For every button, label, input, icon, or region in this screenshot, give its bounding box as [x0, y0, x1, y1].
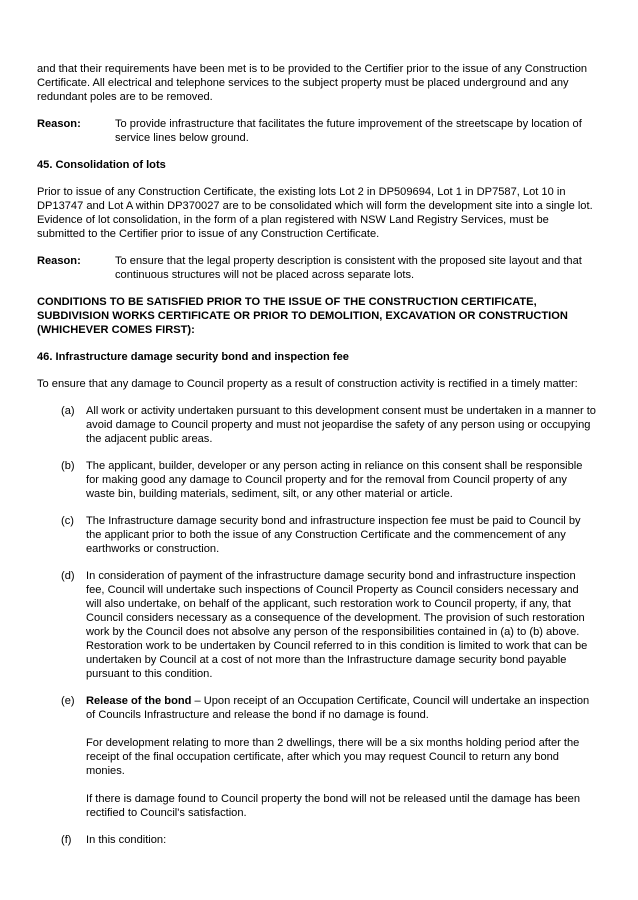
list-marker: (a) [61, 405, 75, 417]
list-item-text: The Infrastructure damage security bond and infrastructure inspection fee must be paid to Council by the applicant prior to both the issue of any Construction Certificate and the commencement of any earthworks or construction. [86, 515, 581, 555]
reason-block-1 [37, 117, 597, 145]
bond-release-text: – Upon receipt of an Occupation Certificate, Council will undertake an inspection of Councils Infrastructure and release the bond if no damage is found. [86, 695, 590, 721]
conditions-heading: CONDITIONS TO BE SATISFIED PRIOR TO THE ISSUE OF THE CONSTRUCTION CERTIFICATE, SUBDIVISION WORKS CERTIFICATE OR PRIOR TO DEMOLITION, EXCAVATION OR CONSTRUCTION (WHICHEVER COMES FIRST): [37, 296, 568, 336]
section-46-intro: To ensure that any damage to Council property as a result of construction activity is rectified in a timely matter: [37, 378, 578, 390]
list-marker: (e) [61, 695, 75, 707]
damage-found-text: If there is damage found to Council property the bond will not be released until the damage has been rectified to Council's satisfaction. [86, 793, 580, 819]
section-46-heading: 46. Infrastructure damage security bond and inspection fee [37, 351, 349, 363]
list-item-text: All work or activity undertaken pursuant to this development consent must be undertaken in a manner to avoid damage to Council property and must not jeopardise the safety of any person using or occupying the adjacent public areas. [86, 405, 596, 445]
list-item-text: In consideration of payment of the infrastructure damage security bond and infrastructure inspection fee, Council will undertake such inspections of Council Property as Council considers necessary and will also undertake, on behalf of the applicant, such restoration work to Council property, if any, that Council considers necessary as a consequence of the development. The provision of such restoration work by the Council does not absolve any person of the responsibilities contained in (a) to (b) above. Restoration work to be undertaken by Council referred to in this condition is limited to work that can be undertaken by Council at a cost of not more than the Infrastructure damage security bond payable pursuant to this condition. [86, 570, 588, 680]
reason-text: To ensure that the legal property description is consistent with the proposed site layout and that continuous structures will not be placed across separate lots. [115, 255, 582, 281]
holding-period-text: For development relating to more than 2 dwellings, there will be a six months holding period after the receipt of the final occupation certificate, after which you may request Council to return any bond monies. [86, 737, 580, 777]
bond-release-label: Release of the bond [86, 695, 192, 707]
list-item-d [37, 569, 597, 681]
reason-block-2 [37, 254, 597, 282]
reason-label: Reason: [37, 255, 81, 267]
section-45-heading: 45. Consolidation of lots [37, 159, 166, 171]
list-item-c [37, 514, 597, 556]
list-marker: (c) [61, 515, 74, 527]
list-item-text [86, 694, 597, 722]
list-marker: (d) [61, 570, 75, 582]
reason-label: Reason: [37, 118, 81, 130]
list-marker: (b) [61, 460, 75, 472]
list-item-b [37, 459, 597, 501]
list-item-a [37, 404, 597, 446]
document-page [37, 62, 597, 860]
list-item-text: The applicant, builder, developer or any person acting in reliance on this consent shall be responsible for making good any damage to Council property and for the removal from Council property of any waste bin, building materials, sediment, silt, or any other material or article. [86, 460, 583, 500]
intro-paragraph: and that their requirements have been met is to be provided to the Certifier prior to the issue of any Construction Certificate. All electrical and telephone services to the subject property must be placed underground and any redundant poles are to be removed. [37, 63, 588, 103]
list-marker: (f) [61, 834, 72, 846]
list-item-e [37, 694, 597, 820]
list-item-text: In this condition: [86, 834, 167, 846]
reason-text: To provide infrastructure that facilitates the future improvement of the streetscape by location of service lines below ground. [115, 118, 582, 144]
section-45-text: Prior to issue of any Construction Certificate, the existing lots Lot 2 in DP509694, Lot 1 in DP7587, Lot 10 in DP13747 and Lot A within DP370027 are to be consolidated which will form the development site into a single lot. Evidence of lot consolidation, in the form of a plan registered with NSW Land Registry Services, must be submitted to the Certifier prior to issue of any Construction Certificate. [37, 186, 593, 240]
list-item-f [37, 833, 597, 847]
